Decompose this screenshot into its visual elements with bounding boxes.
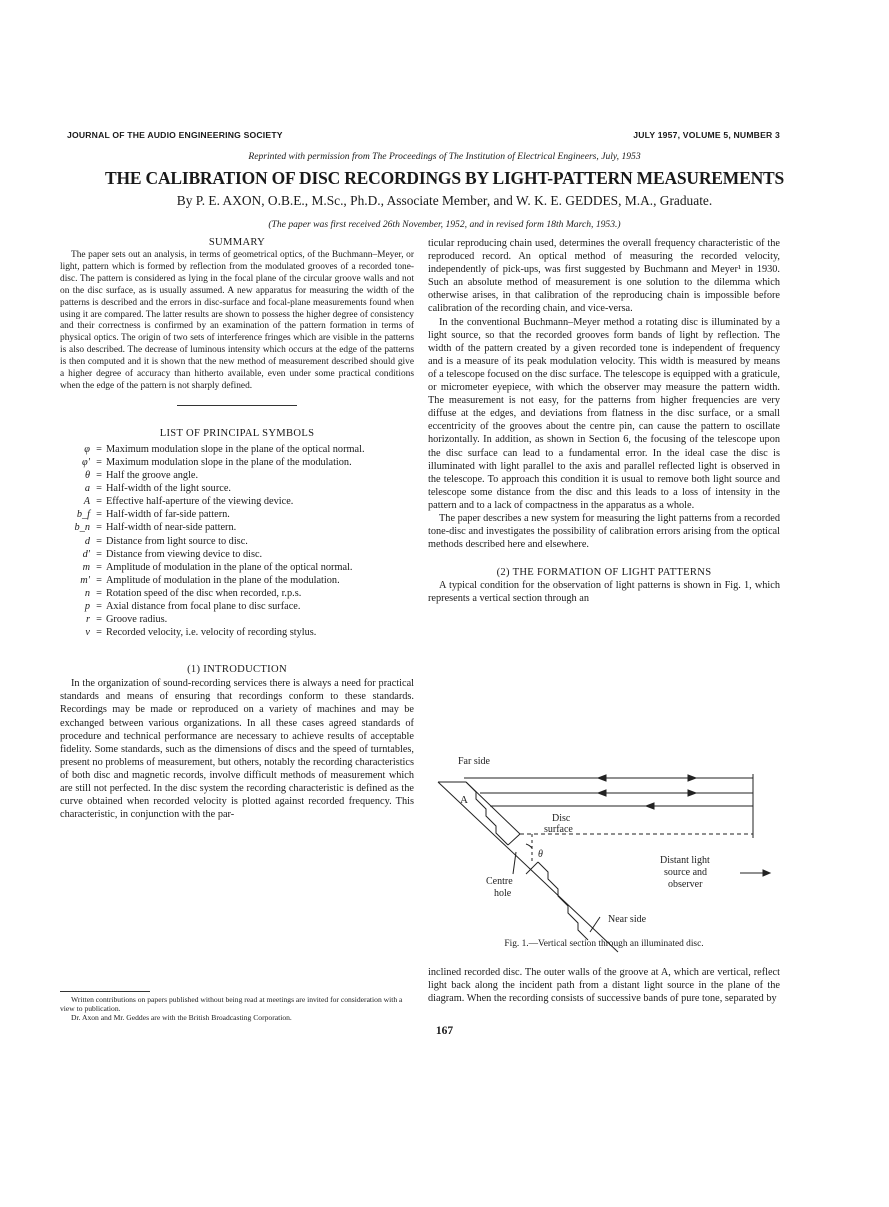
footnote-rule <box>60 991 150 992</box>
label-far-side: Far side <box>458 756 490 767</box>
right-column-bottom <box>428 966 780 1005</box>
symbol-equals: = <box>96 522 102 534</box>
symbol-glyph: d <box>84 535 90 547</box>
symbol-row <box>60 535 414 548</box>
label-near-side: Near side <box>608 914 647 925</box>
symbol-definition: Half-width of near-side pattern. <box>106 522 237 534</box>
symbol-definition: Half-width of far-side pattern. <box>106 509 230 521</box>
authors-line: By P. E. AXON, O.B.E., M.Sc., Ph.D., Associate Member, and W. K. E. GEDDES, M.A., Graduate. <box>176 193 713 208</box>
symbol-equals: = <box>96 483 102 495</box>
label-centre-2: hole <box>494 888 512 899</box>
footnote-1: Written contributions on papers published without being read at meetings are invited for consideration with a view to publication. <box>60 995 403 1013</box>
journal-name: JOURNAL OF THE AUDIO ENGINEERING SOCIETY <box>67 130 283 140</box>
symbol-row <box>60 495 414 508</box>
symbol-equals: = <box>96 535 102 547</box>
symbol-definition: Half the groove angle. <box>106 470 199 482</box>
label-centre-1: Centre <box>486 876 513 887</box>
symbol-glyph: m <box>82 561 90 573</box>
symbol-row <box>60 587 414 600</box>
symbol-glyph: d′ <box>82 548 90 560</box>
symbol-definition: Effective half-aperture of the viewing device. <box>106 496 294 508</box>
symbol-row <box>60 508 414 521</box>
symbol-glyph: p <box>84 601 90 612</box>
symbol-row <box>60 548 414 561</box>
symbol-glyph: A <box>83 496 90 508</box>
symbol-definition: Maximum modulation slope in the plane of the optical normal. <box>106 443 365 455</box>
symbol-definition: Distance from light source to disc. <box>106 535 248 547</box>
body-paragraph-4: A typical condition for the observation of light patterns is shown in Fig. 1, which represents a vertical section through an <box>428 580 780 605</box>
label-a: A <box>460 794 468 806</box>
label-theta: θ <box>538 849 543 860</box>
body-paragraph-3: The paper describes a new system for measuring the light patterns from a recorded tone-disc and investigates the possibility of calibration errors arising from the optical methods described here and elsewhere. <box>428 512 780 551</box>
symbol-equals: = <box>96 548 102 560</box>
symbol-definition: Half-width of the light source. <box>106 483 231 495</box>
symbol-glyph: φ <box>84 443 90 455</box>
symbol-glyph: φ′ <box>82 456 90 468</box>
symbol-equals: = <box>96 561 102 573</box>
arrow-head-1 <box>598 775 606 781</box>
symbol-glyph: b_n <box>74 522 90 534</box>
symbol-glyph: θ <box>84 470 90 482</box>
symbol-glyph: a <box>84 483 90 495</box>
label-disc-1: Disc <box>552 813 571 824</box>
symbols-list <box>60 443 414 639</box>
symbol-definition: Distance from viewing device to disc. <box>106 548 263 560</box>
symbol-equals: = <box>96 443 102 455</box>
body-paragraph-1: ticular reproducing chain used, determines the overall frequency characteristic of the reproduced record. An optical method of measuring the recorded velocity, independently of pick-ups, was first suggested by Buchmann and Meyer¹ in 1930. Such an absolute method of measurement is one solution to the dilemma which otherwise arises, in that calibration of the reproducing chain is impossible before calibration of the recording chain, and vice-versa. <box>428 238 780 315</box>
symbol-definition: Amplitude of modulation in the plane of the optical normal. <box>106 561 353 573</box>
summary-heading: SUMMARY <box>208 237 266 248</box>
section-divider <box>177 405 297 406</box>
arrow-head-4 <box>688 790 696 796</box>
symbol-definition: Recorded velocity, i.e. velocity of recording stylus. <box>106 627 317 639</box>
symbol-row <box>60 521 414 534</box>
section-2-heading: (2) THE FORMATION OF LIGHT PATTERNS <box>496 567 712 579</box>
body-paragraph-5: inclined recorded disc. The outer walls of the groove at A, which are vertical, reflect light back along the incident path from a distant light source in the plane of the diagram. When the recording consists of successive bands of pure tone, separated by <box>428 967 780 1005</box>
symbol-row <box>60 600 414 613</box>
groove-steps-near <box>538 862 588 940</box>
groove-steps-far <box>466 782 508 845</box>
symbol-row <box>60 561 414 574</box>
symbol-glyph: b_f <box>76 509 90 521</box>
symbol-equals: = <box>96 574 102 586</box>
left-column <box>60 237 414 821</box>
symbol-equals: = <box>96 470 102 482</box>
arrow-head-3 <box>598 790 606 796</box>
symbols-heading: LIST OF PRINCIPAL SYMBOLS <box>159 427 315 439</box>
symbol-definition: Rotation speed of the disc when recorded, r.p.s. <box>106 587 302 599</box>
symbol-glyph: v <box>85 627 90 639</box>
received-note: (The paper was first received 26th November, 1952, and in revised form 18th March, 1953.) <box>268 219 621 230</box>
symbol-row <box>60 482 414 495</box>
symbol-row <box>60 613 414 626</box>
symbol-equals: = <box>96 496 102 508</box>
symbol-glyph: r <box>85 614 90 626</box>
symbol-definition: Groove radius. <box>106 614 168 626</box>
footnotes <box>60 991 414 1022</box>
label-distant-3: observer <box>668 879 703 890</box>
figure-1 <box>428 752 780 958</box>
symbol-definition: Maximum modulation slope in the plane of the modulation. <box>106 456 352 468</box>
arrow-head-5 <box>646 803 654 809</box>
symbol-equals: = <box>96 587 102 599</box>
disc-section-diagram <box>428 752 780 958</box>
footnote-2: Dr. Axon and Mr. Geddes are with the British Broadcasting Corporation. <box>71 1013 292 1022</box>
figure-caption: Fig. 1.—Vertical section through an illuminated disc. <box>504 939 704 949</box>
disc-lower-edge <box>438 782 618 952</box>
symbol-row <box>60 443 414 456</box>
paper-title: THE CALIBRATION OF DISC RECORDINGS BY LIGHT-PATTERN MEASUREMENTS <box>104 168 785 188</box>
symbol-row <box>60 574 414 587</box>
introduction-heading: (1) INTRODUCTION <box>187 664 287 676</box>
angle-arc <box>526 844 532 848</box>
label-disc-2: surface <box>544 824 573 835</box>
symbol-equals: = <box>96 614 102 626</box>
issue-info: JULY 1957, VOLUME 5, NUMBER 3 <box>633 130 780 140</box>
symbol-equals: = <box>96 601 102 612</box>
observer-arrow-head <box>763 870 770 876</box>
symbol-row <box>60 456 414 469</box>
label-distant-1: Distant light <box>660 855 710 866</box>
symbol-glyph: m′ <box>80 574 90 586</box>
symbol-definition: Amplitude of modulation in the plane of the modulation. <box>106 574 340 586</box>
symbol-row <box>60 469 414 482</box>
reprint-note: Reprinted with permission from The Proceedings of The Institution of Electrical Engineers, July, 1953 <box>248 151 641 162</box>
summary-text: The paper sets out an analysis, in terms of geometrical optics, of the Buchmann–Meyer, or light, pattern which is formed by reflection from the modulated grooves of a recorded tone-disc. The pattern is considered as lying in the focal plane of the circular groove walls and not on the disc surface, as is usually assumed. A new apparatus for measuring the width of the patterns is described and the errors in disc-surface and focal-plane measurements found when using it are compared. The latter results are shown to possess the higher degree of consistency and their correctness is confirmed by an examination of the pattern formation in terms of physical optics. The origin of two sets of interference fringes which are visible in the patterns is also described. The decrease of luminous intensity which occurs at the edge of the patterns is then computed and it is shown that the new method of measurement described should give a higher degree of accuracy than hitherto available, even under some practical conditions when the edge of the pattern is not sharply defined. <box>60 250 414 391</box>
symbol-equals: = <box>96 456 102 468</box>
symbol-glyph: n <box>84 587 90 599</box>
symbol-row <box>60 626 414 639</box>
label-distant-2: source and <box>664 867 708 878</box>
introduction-text: In the organization of sound-recording services there is always a need for practical standards and means of ensuring that recordings conform to these standards. Recordings may be made or reproduced on a variety of machines and may be exchanged between various organizations. In all these cases agreed standards of procedure and technical performance are necessary to achieve results of acceptable fidelity. Some standards, such as the dimensions of discs and the speed of turntables, present no problems of measurement, but others, notably the recording characteristics of both disc and magnetic records, involve difficult methods of measurement which are still not perfected. In the disc system the recording characteristic is defined as the curve obtained when recorded velocity is plotted against recorded frequency. This characteristic, in conjunction with the par- <box>60 678 414 821</box>
symbol-equals: = <box>96 509 102 521</box>
right-column <box>428 237 780 605</box>
body-paragraph-2: In the conventional Buchmann–Meyer method a rotating disc is illuminated by a light source, so that the recorded grooves form bands of light by reflection. The width of the pattern created by a given recorded tone is independent of frequency and is a measure of its peak modulation velocity. This width is measured by means of a telescope focused on the disc surface. The telescope is equipped with a graticule, or micrometer eyepiece, with which the observer may measure the pattern width. The measurement is not easy, for the patterns from higher frequencies are very diffuse at the edges, and deviations from flatness in the disc surface, or a small eccentricity of the grooves about the centre pin, can cause the pattern to oscillate horizontally. In addition, as shown in Section 6, the focusing of the telescope upon the disc surface can lead to a fundamental error. In the ideal case the disc is illuminated with light parallel to the axis and parallel reflected light is observed in the telescope. To approach this condition it is usual to remove both light source and telescope some distance from the disc and this leads to a loss of intensity in the pattern and to a lack of compactness in the apparatus as a whole. <box>428 316 780 511</box>
arrow-head-2 <box>688 775 696 781</box>
symbol-definition: Axial distance from focal plane to disc surface. <box>106 601 301 612</box>
centre-hole-pointer <box>513 852 516 874</box>
symbol-equals: = <box>96 627 102 639</box>
page-number: 167 <box>435 1025 454 1037</box>
